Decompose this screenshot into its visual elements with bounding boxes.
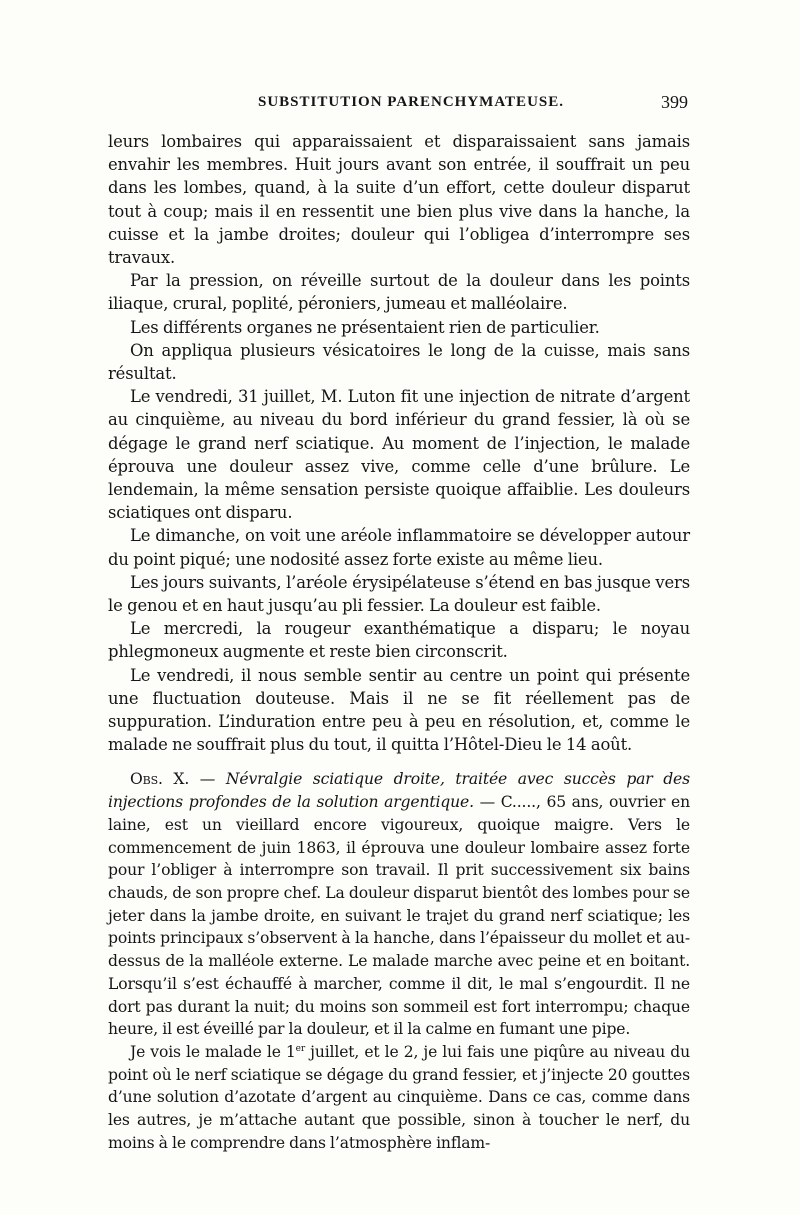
paragraph: Le mercredi, la rougeur exanthématique a disparu; le noyau phlegmoneux augmente et reste bien circonscrit. bbox=[108, 619, 690, 662]
running-title: SUBSTITUTION PARENCHYMATEUSE. bbox=[258, 94, 564, 110]
observation-title: Névralgie sciatique droite, traitée avec succès par des injections profondes de la solution argentique. bbox=[108, 770, 690, 812]
observation-dash: — bbox=[189, 770, 226, 789]
observation-text-2a: Je vois le malade le 1 bbox=[130, 1042, 296, 1061]
paragraph: leurs lombaires qui apparaissaient et disparaissaient sans jamais envahir les membres. Huit jours avant son entrée, il souffrait un peu dans les lombes, quand, à la suite d’un effort, cette douleur disparut tout à coup; mais il en ressentit une bien plus vive dans la hanche, la cuisse et la jambe droites; douleur qui l’obligea d’interrompre ses travaux. bbox=[108, 132, 690, 268]
running-header bbox=[108, 88, 690, 118]
observation-paragraph-2 bbox=[108, 1041, 690, 1155]
paragraph: Le vendredi, il nous semble sentir au centre un point qui présente une fluctuation douteuse. Mais il ne se fit réellement pas de suppuration. L’induration entre peu à peu en résolution, et, comme le malade ne souffrait plus du tout, il quitta l’Hôtel-Dieu le 14 août. bbox=[108, 665, 690, 755]
paragraph: Les différents organes ne présentaient rien de particulier. bbox=[130, 317, 600, 337]
page-number: 399 bbox=[661, 92, 688, 112]
ordinal-superscript: er bbox=[295, 1043, 306, 1054]
observation-section bbox=[108, 768, 690, 1154]
observation-text-2b: juillet, et le 2, je lui fais une piqûre au niveau du point où le nerf sciatique se dégage du grand fessier, et j’injecte 20 gouttes d’une solution d’azotate d’argent au cinquième. Dans ce cas, comme dans les autres, je m’attache autant que possible, sinon à toucher le nerf, du moins à le comprendre dans l’atmosphère inflam- bbox=[108, 1042, 690, 1152]
paragraph: Le vendredi, 31 juillet, M. Luton fit une injection de nitrate d’argent au cinquième, au niveau du bord inférieur du grand fessier, là où se dégage le grand nerf sciatique. Au moment de l’injection, le malade éprouva une douleur assez vive, comme celle d’une brûlure. Le lendemain, la même sensation persiste quoique affaiblie. Les douleurs sciatiques ont disparu. bbox=[108, 387, 690, 523]
observation-label: Obs. X. bbox=[130, 770, 190, 789]
paragraph: Le dimanche, on voit une aréole inflammatoire se développer autour du point piqué; une nodosité assez forte existe au même lieu. bbox=[108, 526, 690, 569]
observation-text: — C....., 65 ans, ouvrier en laine, est un vieillard encore vigoureux, quoique maigre. Vers le commencement de juin 1863, il éprouva une douleur lombaire assez forte pour l’obliger à interrompre son travail. Il prit successivement six bains chauds, de son propre chef. La douleur disparut bientôt des lombes pour se jeter dans la jambe droite, en suivant le trajet du grand nerf sciatique; les points principaux s’observent à la hanche, dans l’épaisseur du mollet et au-dessus de la malléole externe. Le malade marche avec peine et en boitant. Lorsqu’il s’est échauffé à marcher, comme il dit, le mal s’engourdit. Il ne dort pas durant la nuit; du moins son sommeil est fort interrompu; chaque heure, il est éveillé par la douleur, et il la calme en fumant une pipe. bbox=[108, 793, 690, 1039]
paragraph: Par la pression, on réveille surtout de la douleur dans les points iliaque, crural, poplité, péroniers, jumeau et malléolaire. bbox=[108, 271, 690, 314]
book-page bbox=[108, 88, 690, 1154]
observation-paragraph bbox=[108, 768, 690, 1040]
paragraph: On appliqua plusieurs vésicatoires le long de la cuisse, mais sans résultat. bbox=[108, 340, 690, 384]
case-text bbox=[108, 130, 690, 756]
paragraph: Les jours suivants, l’aréole érysipélateuse s’étend en bas jusque vers le genou et en haut jusqu’au pli fessier. La douleur est faible. bbox=[108, 572, 690, 616]
